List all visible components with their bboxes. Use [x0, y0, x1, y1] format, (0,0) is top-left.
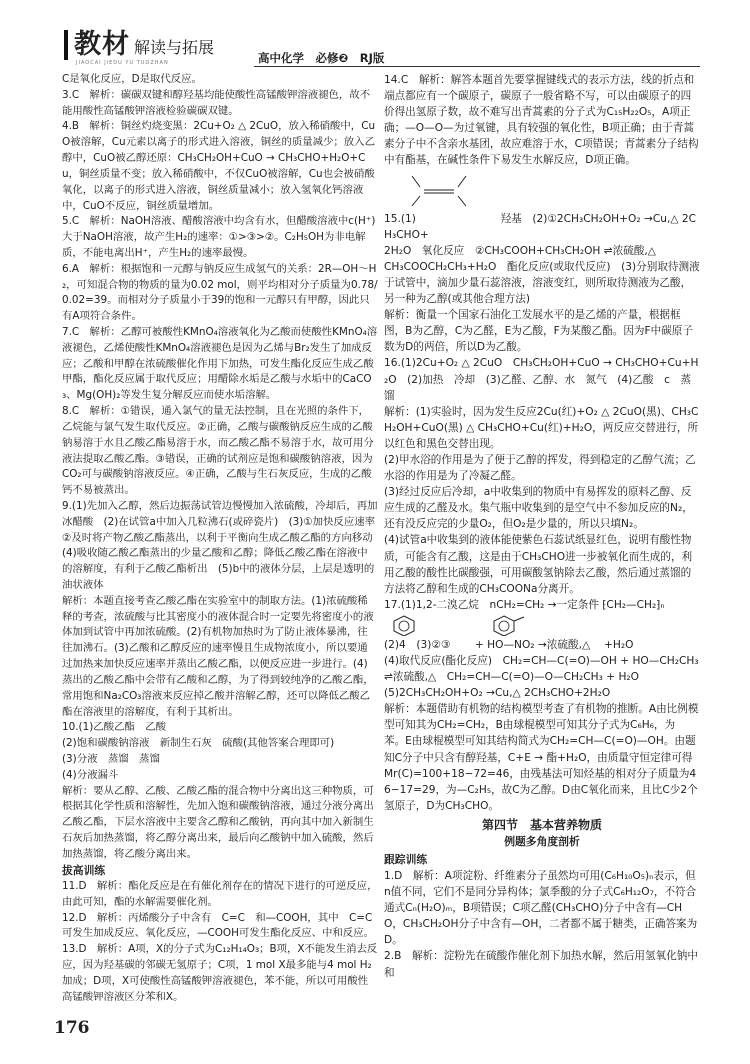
- brand-subtitle: 解读与拓展: [134, 38, 215, 57]
- answer-paragraph: 13.D 解析：A项，X的分子式为C₁₂H₁₄O₃；B项，X不能发生消去反应，因为羟基碳的邻碳无氢原子；C项，1 mol X最多能与4 mol H₂加成；D项，X可使酸性高锰酸钾溶液褪色，苯不能，所以可用酸性高锰酸钾溶液区分苯和X。: [62, 943, 378, 1003]
- answer-paragraph: 14.C 解析：解答本题首先要掌握键线式的表示方法，线的折点和端点都应有一个碳原子，碳原子一般省略不写，可以由碳原子的四价得出氢原子数，故不难写出青蒿素的分子式为C₁₅H₂₂O₅，A项正确；—O—O—为过氧键，具有较强的氧化性，B项正确；由于青蒿素分子中不含亲水基团，故应难溶于水，C项错误；青蒿素分子结构中有酯基，在碱性条件下易发生水解反应，D项正确。: [384, 74, 699, 167]
- answer-paragraph: 9.(1)先加入乙醇，然后边振荡试管边慢慢加入浓硫酸，冷却后，再加冰醋酸 (2)在试管a中加入几粒沸石(或碎瓷片) (3)①加快反应速率 ②及时将产物乙酸乙酯蒸出，以利于平衡向生成乙酸乙酯的方向移动 (4)吸收随乙酸乙酯蒸出的少量乙酸和乙醇；降低乙酸乙酯在溶液中的溶解度，有利于乙酸乙酯析出 (5)b中的液体分层，上层是透明的油状液体: [62, 499, 386, 591]
- book-info: 高中化学 必修❷ RJ版: [258, 51, 385, 65]
- answer-paragraph: 11.D 解析：酯化反应是在有催化剂存在的情况下进行的可逆反应，由此可知，酯的水解需要催化剂。: [62, 880, 378, 908]
- right-column: [384, 72, 700, 981]
- subsection-heading: 跟踪训练: [384, 852, 428, 866]
- answer-paragraph: 可发生加成反应、氧化反应，—COOH可发生酯化反应、中和反应。: [62, 927, 374, 940]
- answer-paragraph: 6.A 解析：根据饱和一元醇与钠反应生成氢气的关系：2R—OH～H₂，可知混合物的物质的量为0.02 mol，则平均相对分子质量为0.78/0.02=39。而相对分子质量小于39的饱和一元醇只有甲醇，因此只有A项符合条件。: [62, 262, 378, 323]
- benzene-ring-figure: [384, 614, 544, 636]
- answer-paragraph: 2.B 解析：淀粉先在硫酸作催化剂下加热水解，然后用氢氧化钠中和: [384, 950, 698, 979]
- answer-paragraph: 解析：本题直接考查乙酸乙酯在实验室中的制取方法。(1)浓硫酸稀释的考查，浓硫酸与比其密度小的液体混合时一定要先将密度小的液体加到试管中再加浓硫酸。(2)有机物加热时为了防止液体暴沸，往往加沸石。(3)乙酸和乙醇反应的速率慢且生成物浓度小，所以要通过加热来加快反应速率并蒸出乙酸乙酯，以便反应进一步进行。(4)蒸出的乙酸乙酯中会带有乙酸和乙醇，为了得到较纯净的乙酸乙酯，常用饱和Na₂CO₃溶液来反应掉乙酸并溶解乙醇，还可以降低乙酸乙酯在溶液里的溶解度，有利于其析出。: [62, 594, 374, 718]
- answer-paragraph: 17.(1)1,2-二溴乙烷 nCH₂=CH₂ →一定条件 ⁅CH₂—CH₂⁆ₙ: [384, 598, 665, 611]
- answer-paragraph: (5)2CH₃CH₂OH+O₂ →Cu,△ 2CH₃CHO+2H₂O: [384, 687, 611, 700]
- brand-pinyin: JIAOCAI JIEDU YU TUOZHAN: [76, 60, 169, 66]
- page-header: [0, 0, 750, 64]
- answer-paragraph: 4.B 解析：铜丝灼烧变黑：2Cu+O₂ △ 2CuO，放入稀硝酸中，CuO被溶解，Cu元素以离子的形式进入溶液，铜丝的质量减少；放入乙醇中，CuO被乙醇还原：CH₃CH₂OH+CuO → CH₃CHO+H₂O+Cu，铜丝质量不变；放入稀硝酸中，不仅CuO被溶解，Cu也会被硝酸氧化，以离子的形式进入溶液，铜丝质量减小；放入氢氧化钙溶液中，CuO不反应，铜丝质量增加。: [62, 120, 376, 212]
- answer-paragraph: (2)甲水浴的作用是为了便于乙醇的挥发，得到稳定的乙醇气流；乙水浴的作用是为了冷凝乙醛。: [384, 453, 696, 483]
- answer-paragraph: 苯。E由球棍模型可知其结构简式为CH₂=CH—C(=O)—OH。由题知C分子中只含有醇羟基，C+E → 酯+H₂O，由质量守恒定律可得Mr(C)=100+18−72=46，由残基法可知烃基的相对分子质量为46−17=29，为—C₂H₅，故C为乙醇。D由C氧化而来，且比C少2个氢原子，D为CH₃CHO。: [384, 735, 698, 812]
- section-title: 第四节 基本营养物质: [481, 817, 602, 832]
- answer-paragraph: C是氧化反应，D是取代反应。: [62, 73, 202, 85]
- answer-paragraph: 12.D 解析：丙烯酸分子中含有 C=C 和—COOH，其中 C=C: [62, 911, 373, 924]
- answer-paragraph: 解析：衡量一个国家石油化工发展水平的是乙烯的产量，根据框图，B为乙醇，C为乙醛，E为乙酸，F为某酸乙酯。因为F中碳原子数为D的两倍，所以D为乙酸。: [384, 309, 693, 354]
- left-column: [62, 72, 386, 1006]
- brand-logo: [64, 30, 214, 60]
- brand-title: 教材: [74, 29, 130, 60]
- answer-paragraph: 15.(1) 羟基 (2)①2CH₃CH₂OH+O₂ →Cu,△ 2CH₃CHO+: [384, 212, 696, 241]
- answer-paragraph: 16.(1)2Cu+O₂ △ 2CuO CH₃CH₂OH+CuO → CH₃CHO+Cu+H₂O (2)加热 冷却 (3)乙醛、乙醇、水 氮气 (4)乙酸 c 蒸馏: [384, 357, 699, 402]
- ethylene-structure-figure: [384, 170, 504, 210]
- answer-paragraph: CH₃COOCH₂CH₃+H₂O 酯化反应(或取代反应) (3)分别取待测液于试管中，滴加少量石蕊溶液，溶液变红，则所取待测液为乙酸，另一种为乙醇(或其他合理方法): [384, 260, 700, 306]
- answer-paragraph: 解析：本题借助有机物的结构模型考查了有机物的推断。A由比例模型可知其为CH₂=CH₂，B由球棍模型可知其分子式为C₆H₆，为: [384, 703, 699, 732]
- header-rule: [254, 66, 700, 67]
- answer-paragraph: 5.C 解析：NaOH溶液、醋酸溶液中均含有水，但醋酸溶液中c(H⁺)大于NaOH溶液，故产生H₂的速率：①>③>②。C₂H₅OH为非电解质，不能电离出H⁺，产生H₂的速率最慢。: [62, 215, 376, 259]
- answer-paragraph: ⇌浓硫酸,△ CH₂=CH—C(=O)—O—CH₂CH₃ + H₂O: [384, 671, 639, 684]
- answer-paragraph: (4)试管a中收集到的液体能使紫色石蕊试纸显红色，说明有酸性物质，可能含有乙酸，这是由于CH₃CHO进一步被氧化而生成的，利用乙酸的酸性比碳酸强，可用碳酸氢钠除去乙酸，然后通过蒸馏的方法将乙醇和生成的CH₃COONa分离开。: [384, 534, 693, 595]
- answer-paragraph: 7.C 解析：乙醇可被酸性KMnO₄溶液氧化为乙酸而使酸性KMnO₄溶液褪色，乙烯使酸性KMnO₄溶液褪色是因为乙烯与Br₂发生了加成反应；乙酸和甲醇在浓硫酸催化作用下加热，可发生酯化反应生成乙酸甲酯，酯化反应属于取代反应；用醋除水垢是乙酸与水垢中的CaCO₃、Mg(OH)₂等发生复分解反应而使水垢溶解。: [62, 326, 378, 402]
- page-number: 176: [54, 1018, 90, 1038]
- subsection-heading: 拔高训练: [62, 863, 106, 877]
- answer-paragraph: 10.(1)乙酸乙酯 乙酸 (2)饱和碳酸钠溶液 新制生石灰 硫酸(其他答案合理即可) (3)分液 蒸馏 蒸馏 (4)分液漏斗: [62, 721, 335, 781]
- answer-paragraph: (4)取代反应(酯化反应) CH₂=CH—C(=O)—OH + HO—CH₂CH₃: [384, 655, 699, 667]
- answer-paragraph: (2)4 (3)②③ + HO—NO₂ →浓硫酸,△ +H₂O: [384, 638, 634, 651]
- answer-paragraph: 2H₂O 氧化反应 ②CH₃COOH+CH₃CH₂OH ⇌浓硫酸,△: [384, 244, 656, 257]
- answer-paragraph: 3.C 解析：碳碳双键和醇羟基均能使酸性高锰酸钾溶液褪色，故不能用酸性高锰酸钾溶液检验碳碳双键。: [62, 88, 371, 117]
- answer-paragraph: 8.C 解析：①错误，通入氯气的量无法控制，且在光照的条件下，乙烷能与氯气发生取代反应。②正确，乙酸与碳酸钠反应生成的乙酸钠易溶于水且乙酸乙酯易溶于水，而乙酸乙酯不易溶于水，故可用分液法提取乙酸乙酯。③错误，正确的试剂应是饱和碳酸钠溶液，因为CO₂可与碳酸钠溶液反应。④正确，乙酸与生石灰反应，生成的乙酸钙不易被蒸出。: [62, 405, 374, 497]
- section-subtitle: 例题多角度剖析: [504, 835, 580, 849]
- answer-paragraph: (3)经过反应后冷却，a中收集到的物质中有易挥发的原料乙醇、反应生成的乙醛及水。集气瓶中收集到的是空气中不参加反应的N₂，还有没反应完的少量O₂，但O₂是少量的，所以只填N₂。: [384, 486, 693, 531]
- answer-paragraph: 解析：(1)实验时，因为发生反应2Cu(红)+O₂ △ 2CuO(黑)、CH₃CH₂OH+CuO(黑) △ CH₃CHO+Cu(红)+H₂O，两反应交替进行，所以红色和黑色交替出现。: [384, 405, 699, 450]
- answer-paragraph: 1.D 解析：A项淀粉、纤维素分子虽然均可用(C₆H₁₀O₅)ₙ表示，但n值不同，它们不是同分异构体；氯季酸的分子式C₆H₁₂O₇，不符合通式Cₙ(H₂O)ₘ，B项错误；C项乙醛(CH₃CHO)分子中含有—CHO，CH₃CH₂OH分子中含有—OH，二者都不属于糖类，正确答案为D。: [384, 869, 698, 947]
- answer-paragraph: 解析：要从乙醇、乙酸、乙酸乙酯的混合物中分离出这三种物质，可根据其化学性质和溶解性，先加入饱和碳酸钠溶液，通过分液分离出乙酸乙酯，下层水溶液中主要含乙醇和乙酸钠，再向其中加入新制生石灰后加热蒸馏，将乙醇分离出来，最后向乙酸钠中加入硫酸，然后加热蒸馏，将乙酸分离出来。: [62, 784, 374, 860]
- brand-bar: [64, 30, 68, 60]
